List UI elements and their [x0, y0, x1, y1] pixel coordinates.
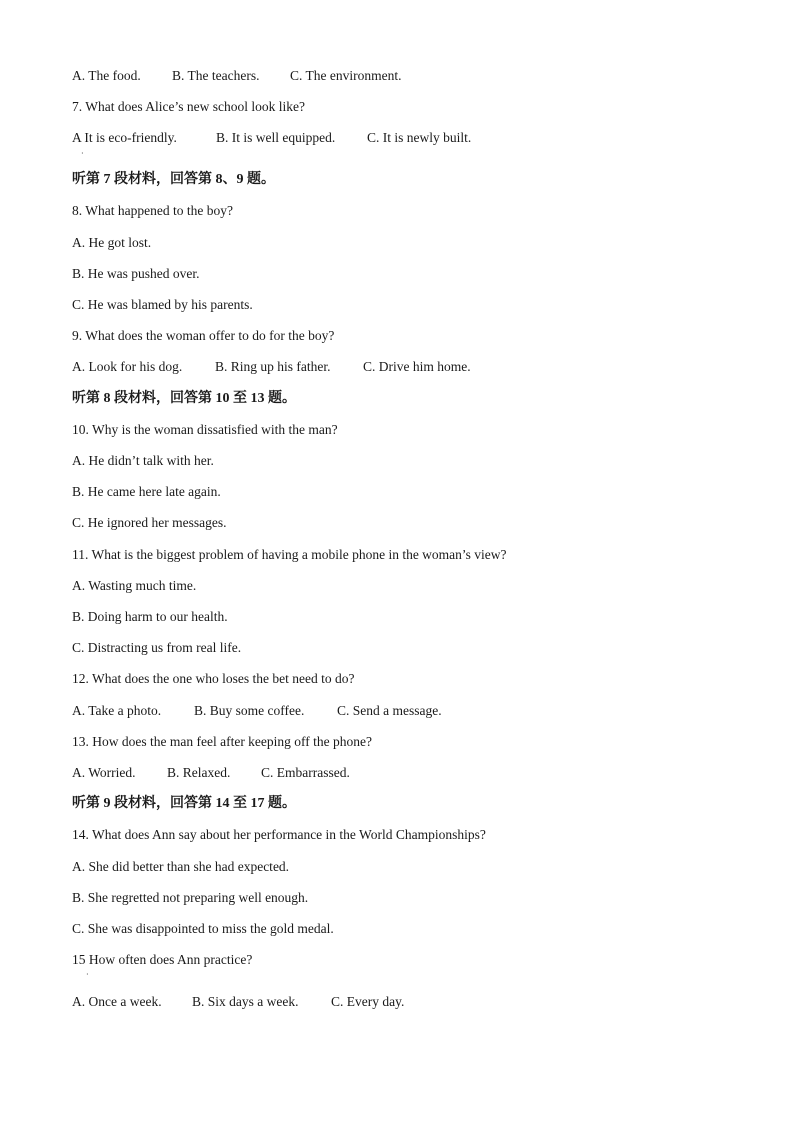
q12-options [72, 702, 442, 720]
q9-question: 9. What does the woman offer to do for the boy? [72, 328, 335, 343]
q8-option-c: C. He was blamed by his parents. [72, 297, 253, 312]
q10-option-c: C. He ignored her messages. [72, 515, 227, 530]
q9-option-a: A. Look for his dog. [72, 359, 183, 374]
q9-options [72, 358, 471, 376]
stray-dot: · [86, 970, 89, 979]
q11-option-c: C. Distracting us from real life. [72, 640, 242, 655]
q7-option-a: A It is eco-friendly. [72, 130, 177, 145]
q6-option-a: A. The food. [72, 68, 141, 83]
q6-options [72, 67, 401, 85]
q7-option-b: B. It is well equipped. [216, 130, 336, 145]
stray-dot: · [81, 149, 84, 158]
q14-option-a: A. She did better than she had expected. [72, 859, 290, 874]
q13-option-b: B. Relaxed. [167, 765, 231, 780]
q6-option-b: B. The teachers. [172, 68, 260, 83]
q13-option-a: A. Worried. [72, 765, 136, 780]
q12-question: 12. What does the one who loses the bet need to do? [72, 671, 355, 686]
q14-option-b: B. She regretted not preparing well enough. [72, 890, 309, 905]
section-heading-8: 听第 8 段材料，回答第 10 至 13 题。 [72, 391, 296, 406]
q11-question: 11. What is the biggest problem of having a mobile phone in the woman’s view? [72, 547, 507, 562]
q7-options [72, 129, 471, 147]
q14-question: 14. What does Ann say about her performance in the World Championships? [72, 827, 486, 842]
q12-option-a: A. Take a photo. [72, 703, 162, 718]
q10-option-b: B. He came here late again. [72, 484, 221, 499]
q8-question: 8. What happened to the boy? [72, 203, 233, 218]
q11-option-a: A. Wasting much time. [72, 578, 197, 593]
q15-option-a: A. Once a week. [72, 994, 162, 1009]
q13-question: 13. How does the man feel after keeping off the phone? [72, 734, 373, 749]
q9-option-b: B. Ring up his father. [215, 359, 331, 374]
q8-option-a: A. He got lost. [72, 235, 152, 250]
q15-option-b: B. Six days a week. [192, 994, 299, 1009]
q14-option-c: C. She was disappointed to miss the gold medal. [72, 921, 334, 936]
q13-option-c: C. Embarrassed. [261, 765, 350, 780]
section-heading-9: 听第 9 段材料，回答第 14 至 17 题。 [72, 796, 296, 811]
q15-options [72, 993, 404, 1011]
q12-option-c: C. Send a message. [337, 703, 442, 718]
q6-option-c: C. The environment. [290, 68, 402, 83]
q15-option-c: C. Every day. [331, 994, 405, 1009]
section-heading-7: 听第 7 段材料，回答第 8、9 题。 [72, 172, 275, 187]
q15-question: 15 How often does Ann practice? [72, 952, 253, 967]
q12-option-b: B. Buy some coffee. [194, 703, 305, 718]
q9-option-c: C. Drive him home. [363, 359, 471, 374]
q8-option-b: B. He was pushed over. [72, 266, 200, 281]
q10-option-a: A. He didn’t talk with her. [72, 453, 214, 468]
q13-options [72, 764, 350, 782]
q7-question: 7. What does Alice’s new school look like? [72, 99, 305, 114]
q10-question: 10. Why is the woman dissatisfied with the man? [72, 422, 338, 437]
q7-option-c: C. It is newly built. [367, 130, 472, 145]
q11-option-b: B. Doing harm to our health. [72, 609, 228, 624]
